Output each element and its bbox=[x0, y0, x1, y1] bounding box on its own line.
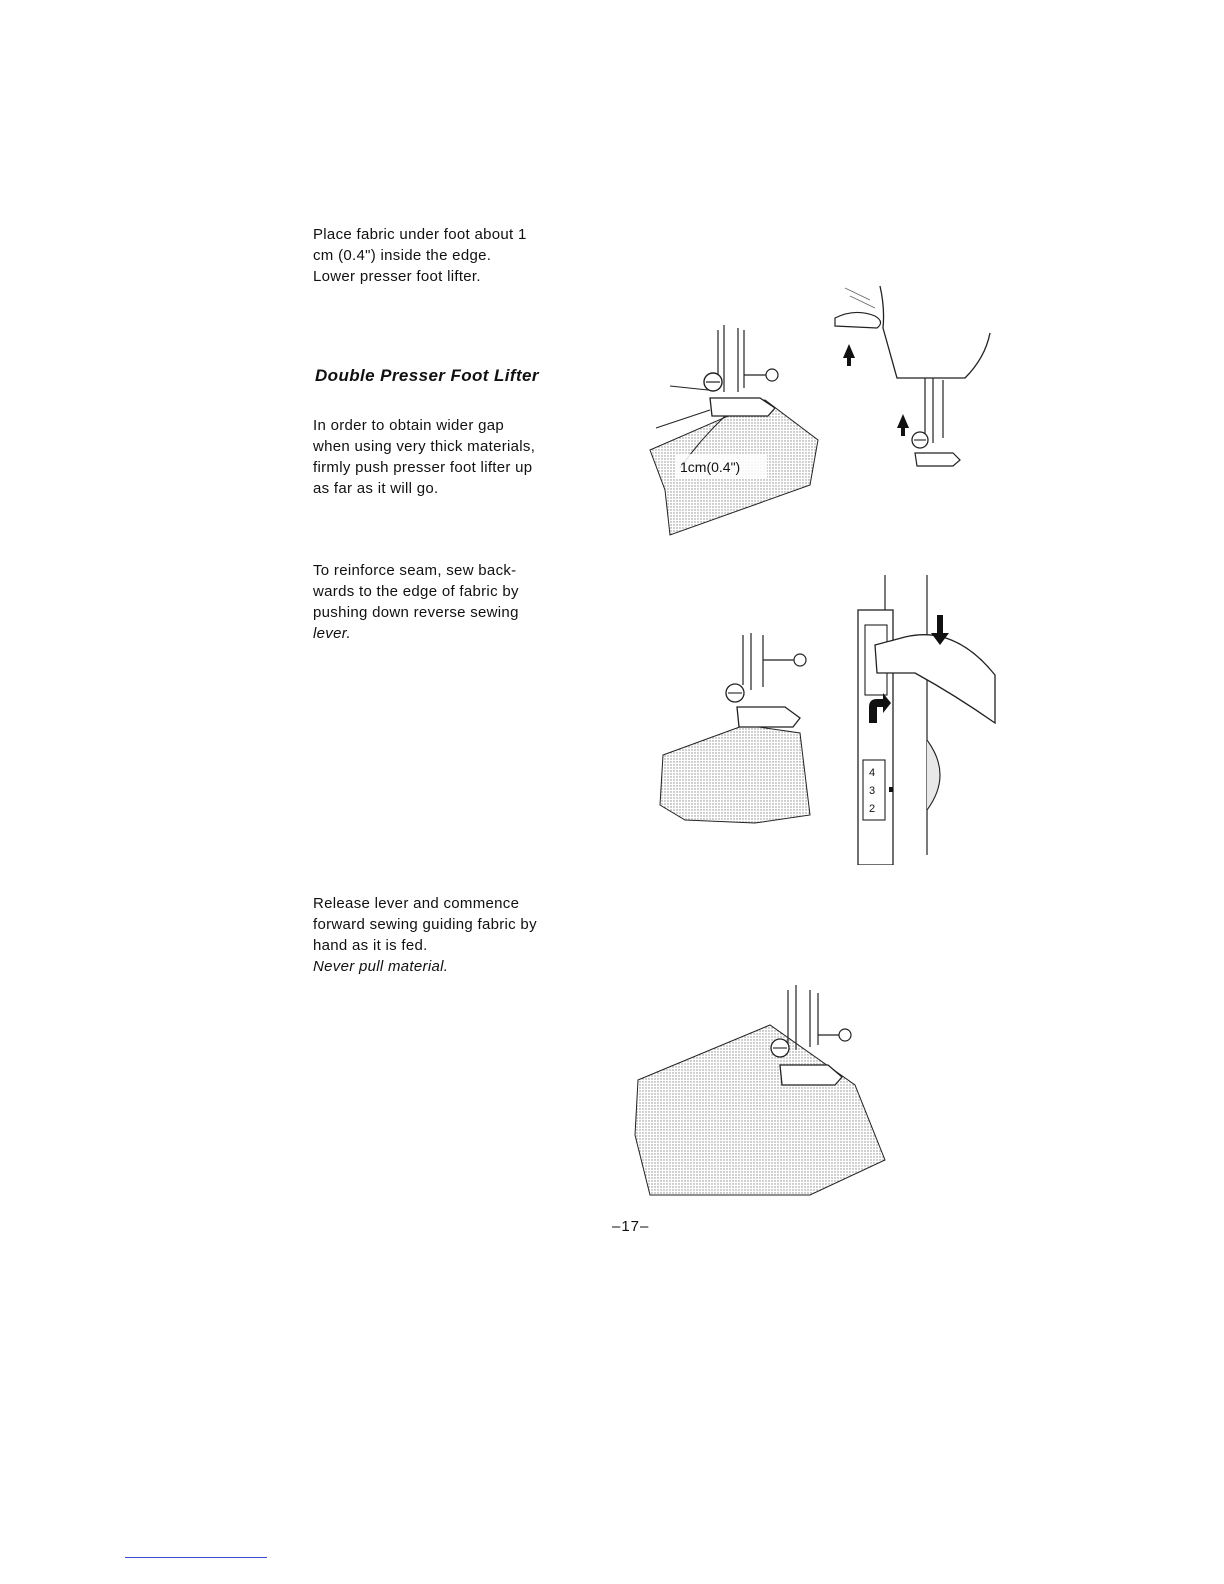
text-line: as far as it will go. bbox=[313, 480, 439, 497]
arrow-up-icon bbox=[843, 344, 855, 366]
text-line: when using very thick materials, bbox=[313, 438, 536, 455]
page-number: –17– bbox=[612, 1218, 650, 1235]
text-line: forward sewing guiding fabric by bbox=[313, 916, 537, 933]
text-line: pushing down reverse sewing bbox=[313, 604, 519, 621]
arrow-up-icon bbox=[897, 414, 909, 436]
footer-rule bbox=[125, 1557, 267, 1558]
dial-number: 4 bbox=[869, 767, 876, 779]
instruction-release-lever bbox=[313, 893, 603, 977]
handwheel bbox=[927, 740, 940, 810]
warning-note: Never pull material. bbox=[313, 958, 449, 975]
text-line: Place fabric under foot about 1 bbox=[313, 226, 527, 243]
text-line: wards to the edge of fabric by bbox=[313, 583, 519, 600]
fabric-shape bbox=[635, 1025, 885, 1195]
instruction-place-fabric bbox=[313, 224, 603, 287]
text-line: firmly push presser foot lifter up bbox=[313, 459, 533, 476]
lifter-lever bbox=[835, 312, 881, 328]
figure-presser-foot-fabric bbox=[640, 320, 830, 540]
text-line: cm (0.4") inside the edge. bbox=[313, 247, 492, 264]
text-line: lever. bbox=[313, 625, 351, 642]
presser-foot bbox=[737, 707, 800, 727]
screw-icon bbox=[839, 1029, 851, 1041]
instruction-reinforce-seam bbox=[313, 560, 603, 644]
dial-number: 3 bbox=[869, 785, 876, 797]
text-line: In order to obtain wider gap bbox=[313, 417, 505, 434]
presser-foot bbox=[915, 453, 960, 466]
text-line: To reinforce seam, sew back- bbox=[313, 562, 517, 579]
measurement-label: 1cm(0.4") bbox=[680, 459, 741, 475]
section-heading: Double Presser Foot Lifter bbox=[315, 366, 539, 385]
figure-forward-sewing bbox=[630, 985, 895, 1200]
instruction-double-lifter bbox=[313, 415, 603, 499]
dial-number: 2 bbox=[869, 803, 876, 815]
screw-icon bbox=[794, 654, 806, 666]
screw-icon bbox=[766, 369, 778, 381]
text-line: hand as it is fed. bbox=[313, 937, 428, 954]
presser-foot bbox=[780, 1065, 842, 1085]
figure-lifter-raised bbox=[825, 278, 1000, 488]
text-line: Release lever and commence bbox=[313, 895, 520, 912]
figure-reverse-lever bbox=[655, 575, 1000, 865]
text-line: Lower presser foot lifter. bbox=[313, 268, 481, 285]
fabric-shape bbox=[660, 725, 810, 823]
